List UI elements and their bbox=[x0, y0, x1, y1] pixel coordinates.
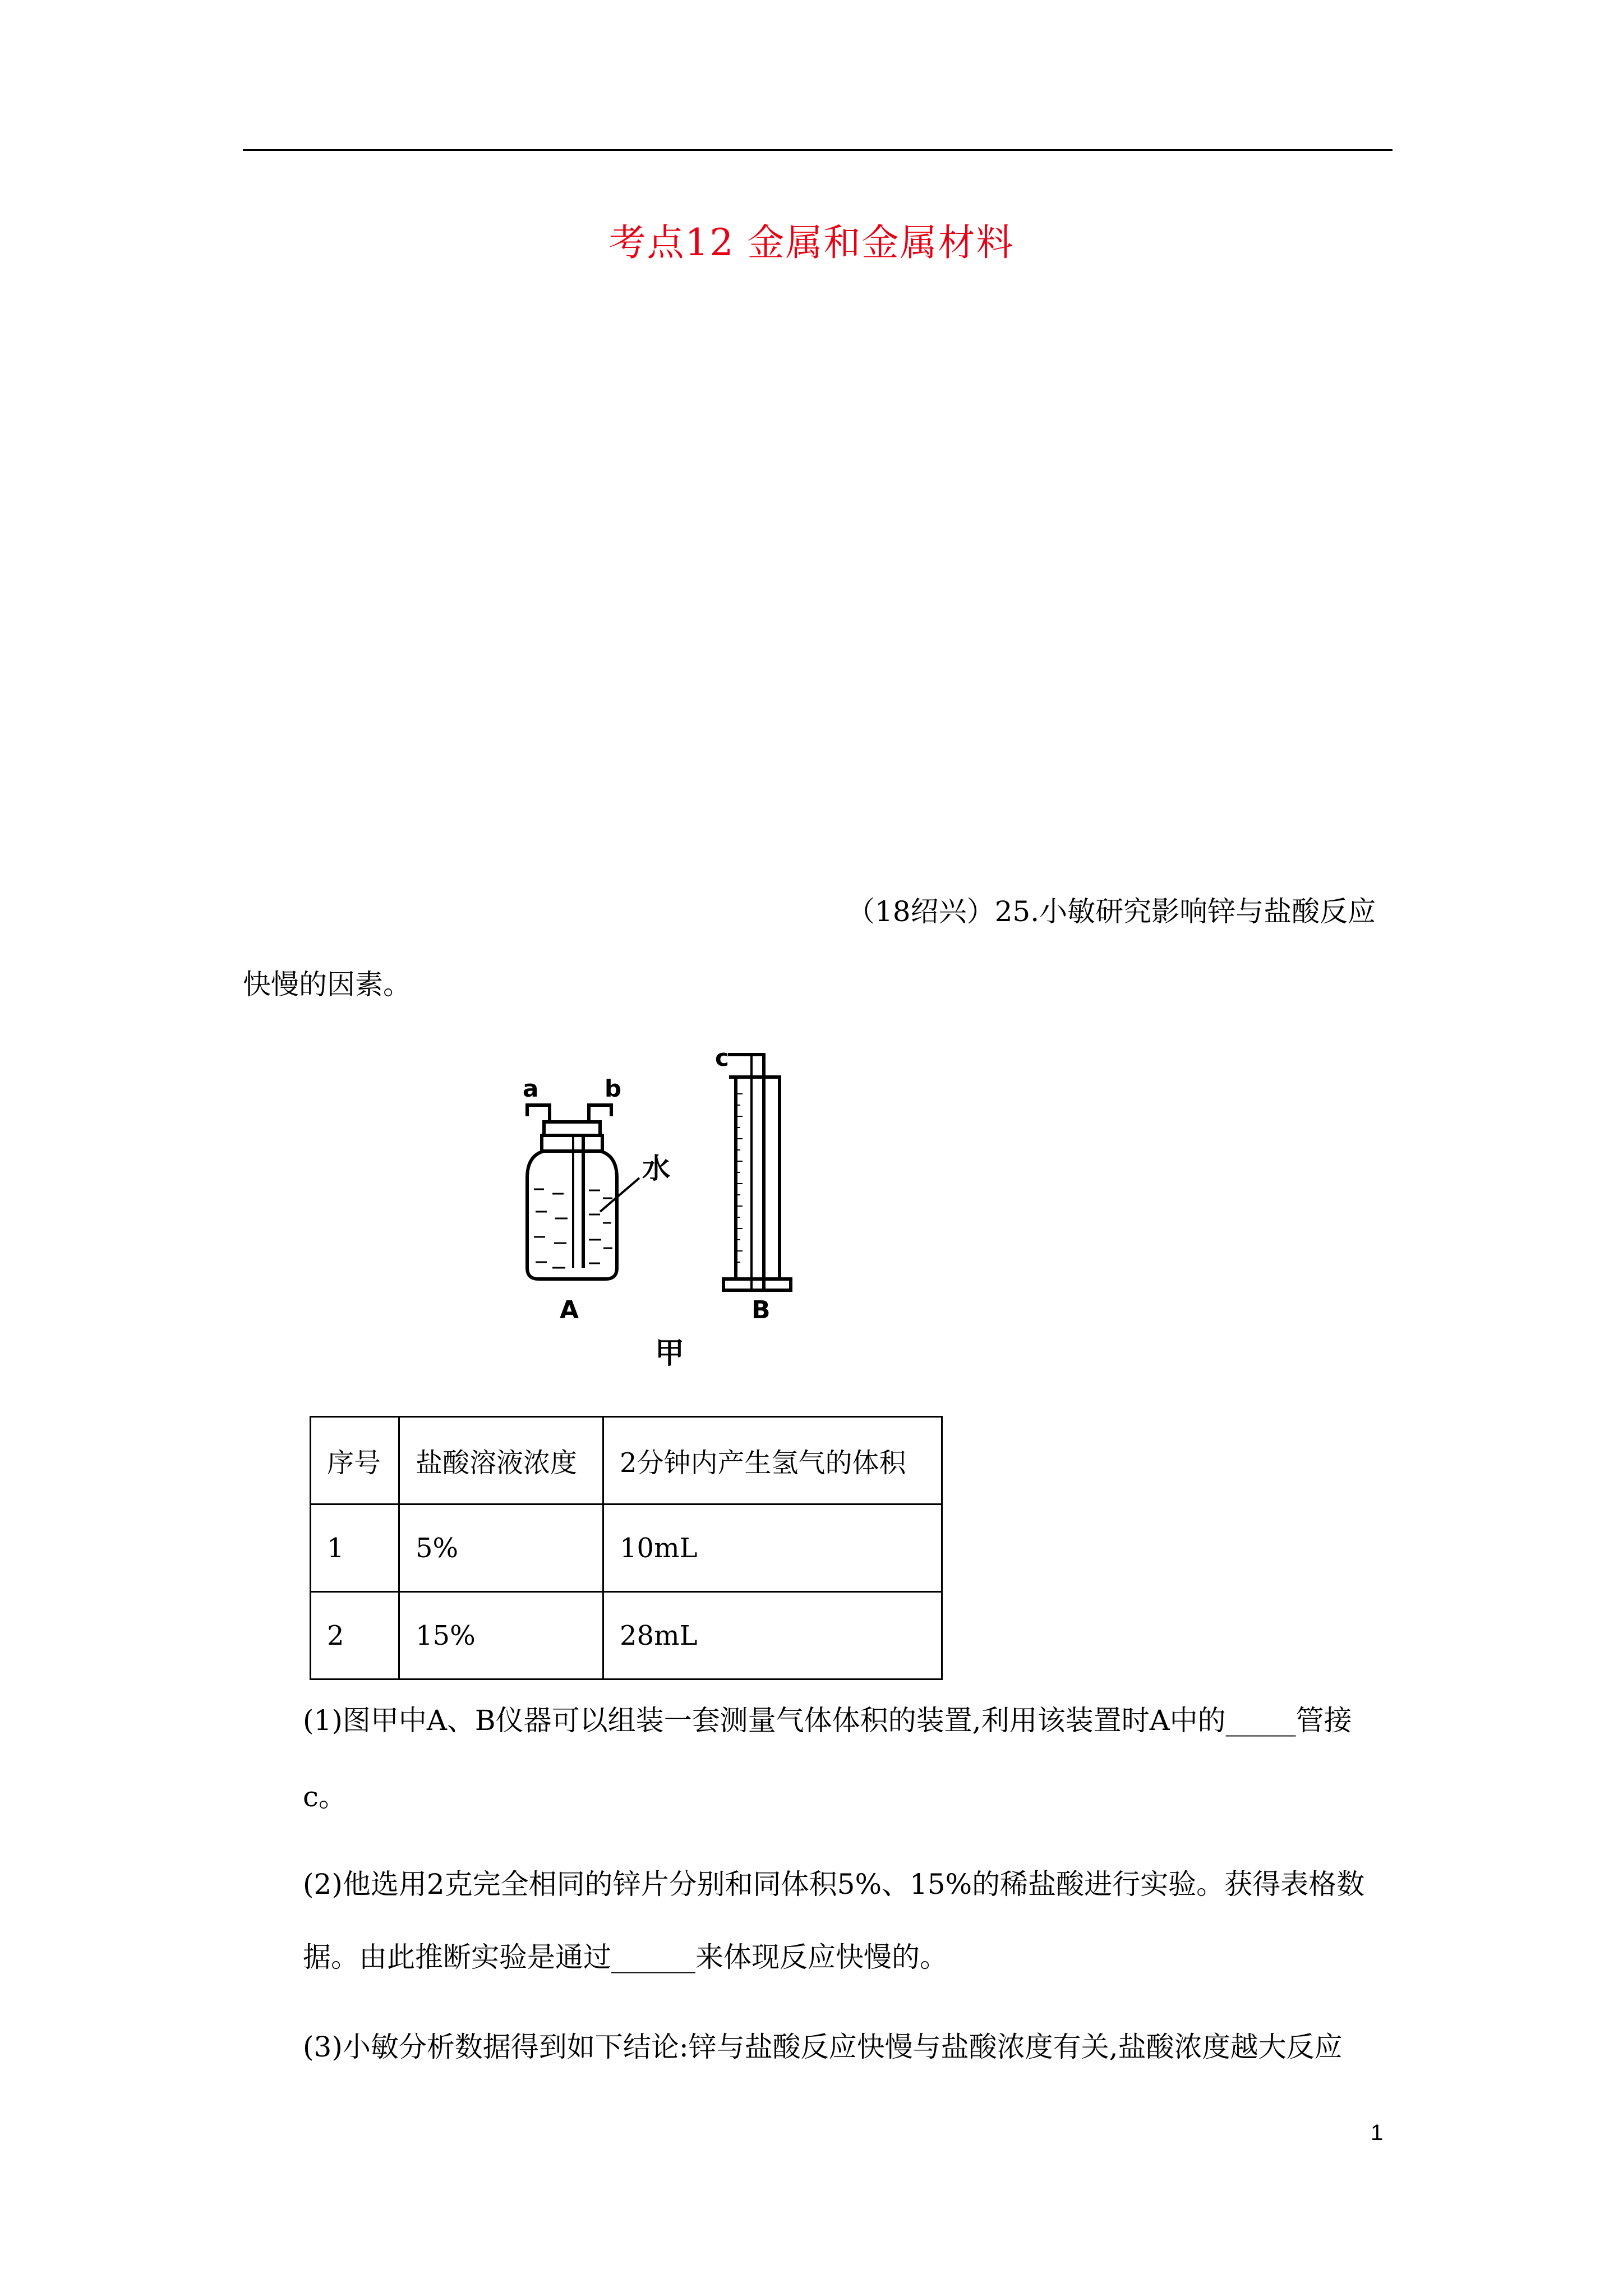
q2-line2: 据。由此推断实验是通过______来体现反应快慢的。 bbox=[303, 1941, 948, 1973]
gas-bottle-a bbox=[527, 1105, 617, 1279]
table-cell: 15% bbox=[399, 1592, 603, 1680]
table-row bbox=[311, 1592, 942, 1680]
q1-line2: c。 bbox=[303, 1780, 347, 1813]
table-cell: 5% bbox=[399, 1504, 603, 1592]
table-header-cell: 序号 bbox=[311, 1417, 399, 1504]
label-A: A bbox=[560, 1296, 579, 1324]
table-header-cell: 2分钟内产生氢气的体积 bbox=[603, 1417, 942, 1504]
q3-line1: (3)小敏分析数据得到如下结论:锌与盐酸反应快慢与盐酸浓度有关,盐酸浓度越大反应 bbox=[303, 2031, 1343, 2063]
table-cell: 10mL bbox=[603, 1504, 942, 1592]
label-c: c bbox=[715, 1044, 729, 1071]
table-row bbox=[311, 1504, 942, 1592]
header-rule bbox=[243, 149, 1393, 151]
q1-line1: (1)图甲中A、B仪器可以组装一套测量气体体积的装置,利用该装置时A中的_____管接 bbox=[303, 1704, 1352, 1737]
table-cell: 28mL bbox=[603, 1592, 942, 1680]
table-header-row bbox=[311, 1417, 942, 1504]
label-b: b bbox=[605, 1075, 622, 1102]
graduated-cylinder-b bbox=[723, 1055, 791, 1290]
question-intro-line1: （18绍兴）25.小敏研究影响锌与盐酸反应 bbox=[847, 895, 1376, 928]
label-B: B bbox=[751, 1296, 771, 1324]
data-table bbox=[310, 1416, 943, 1680]
q2-line1: (2)他选用2克完全相同的锌片分别和同体积5%、15%的稀盐酸进行实验。获得表格数 bbox=[303, 1868, 1365, 1901]
table-cell: 1 bbox=[311, 1504, 399, 1592]
table-cell: 2 bbox=[311, 1592, 399, 1680]
table-header-cell: 盐酸溶液浓度 bbox=[399, 1417, 603, 1504]
apparatus-figure bbox=[505, 1043, 931, 1380]
label-water: 水 bbox=[642, 1152, 670, 1185]
label-a: a bbox=[523, 1075, 539, 1102]
page-title: 考点12 金属和金属材料 bbox=[608, 221, 1015, 264]
figure-caption: 甲 bbox=[655, 1337, 685, 1370]
page-number: 1 bbox=[1371, 2120, 1384, 2145]
water-pointer-line bbox=[600, 1178, 639, 1212]
question-intro-line2: 快慢的因素。 bbox=[243, 968, 411, 1001]
